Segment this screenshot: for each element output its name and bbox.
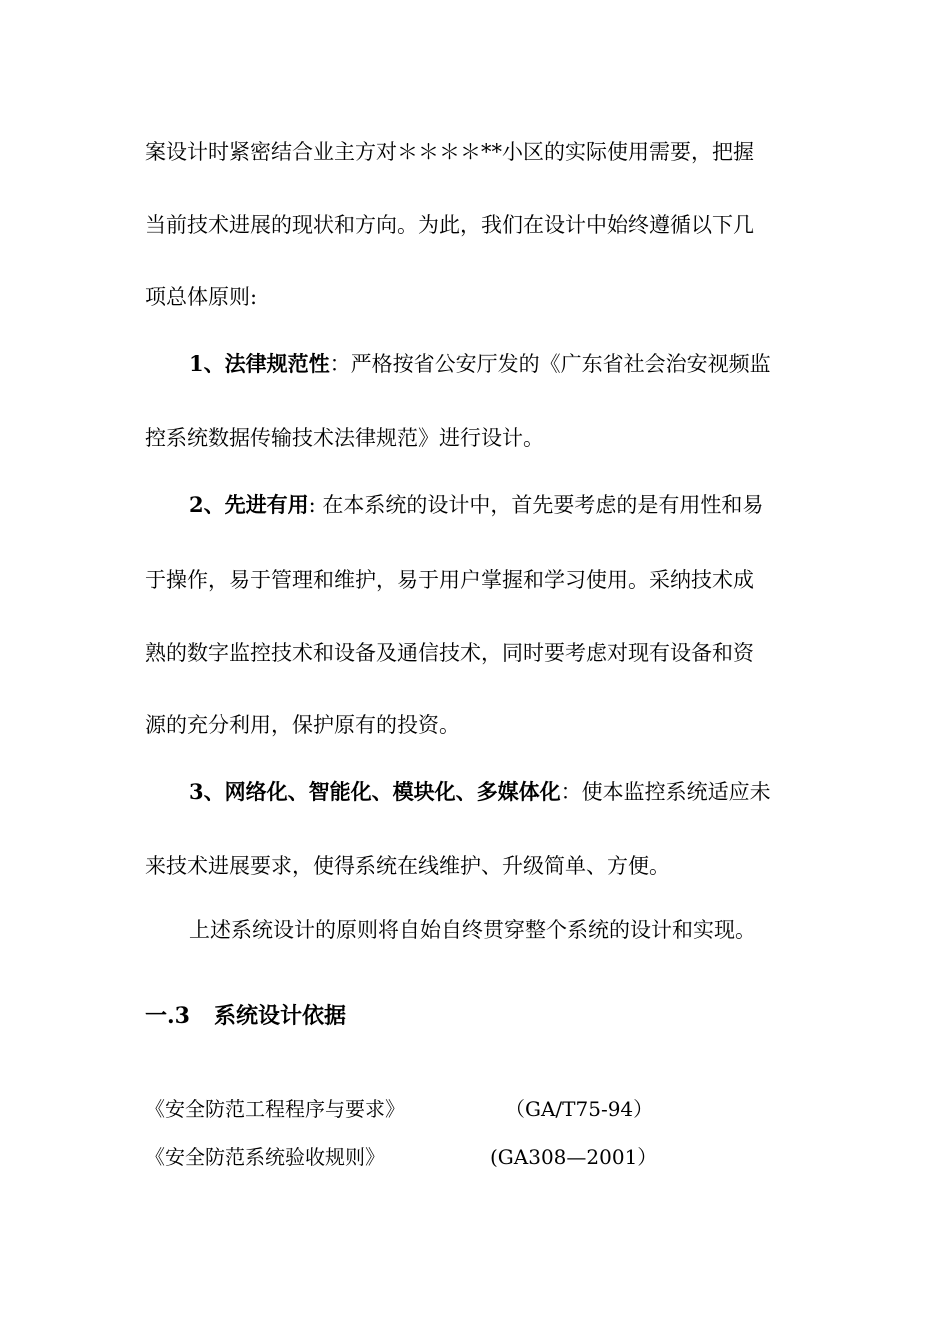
principle-2-label: 2、先进有用: [189, 492, 309, 517]
principle-3-text: 使本监控系统适应未: [581, 780, 771, 804]
principle-1-label: 1、法律规范性: [189, 351, 330, 376]
reference-2-title: 《安全防范系统验收规则》: [145, 1145, 385, 1169]
intro-line-3: 项总体原则:: [145, 285, 258, 309]
principle-3-line-2: 来技术进展要求，使得系统在线维护、升级简单、方便。: [145, 854, 670, 878]
principle-2-line-2: 于操作，易于管理和维护，易于用户掌握和学习使用。采纳技术成: [145, 568, 754, 592]
summary-line: 上述系统设计的原则将自始自终贯穿整个系统的设计和实现。: [189, 918, 756, 942]
principle-2-line-3: 熟的数字监控技术和设备及通信技术，同时要考虑对现有设备和资: [145, 641, 754, 665]
section-number: 一.3: [145, 1003, 190, 1029]
principle-3-label: 3、网络化、智能化、模块化、多媒体化: [189, 779, 561, 804]
section-title: 系统设计依据: [213, 1003, 346, 1029]
principle-2-text: 在本系统的设计中，首先要考虑的是有用性和易: [322, 493, 764, 517]
reference-1-title: 《安全防范工程程序与要求》: [145, 1097, 405, 1121]
principle-1-line-2: 控系统数据传输技术法律规范》进行设计。: [145, 426, 544, 450]
principle-1-text: 严格按省公安厅发的《广东省社会治安视频监: [350, 352, 771, 376]
principle-2-separator: :: [308, 493, 323, 517]
principle-2-line-4: 源的充分利用，保护原有的投资。: [145, 713, 460, 737]
intro-line-2: 当前技术进展的现状和方向。为此，我们在设计中始终遵循以下几: [145, 213, 754, 237]
section-heading: [145, 1002, 346, 1030]
reference-1-code: （GA/T75-94）: [505, 1097, 654, 1121]
principle-2-line-1: [189, 491, 763, 519]
intro-line-1: 案设计时紧密结合业主方对＊＊＊＊**小区的实际使用需要，把握: [145, 140, 754, 164]
principle-1-line-1: [189, 350, 771, 378]
principle-3-line-1: [189, 778, 771, 806]
reference-2-code: (GA308—2001）: [490, 1145, 658, 1169]
principle-3-separator: ：: [560, 780, 582, 804]
principle-1-separator: ：: [329, 352, 351, 376]
